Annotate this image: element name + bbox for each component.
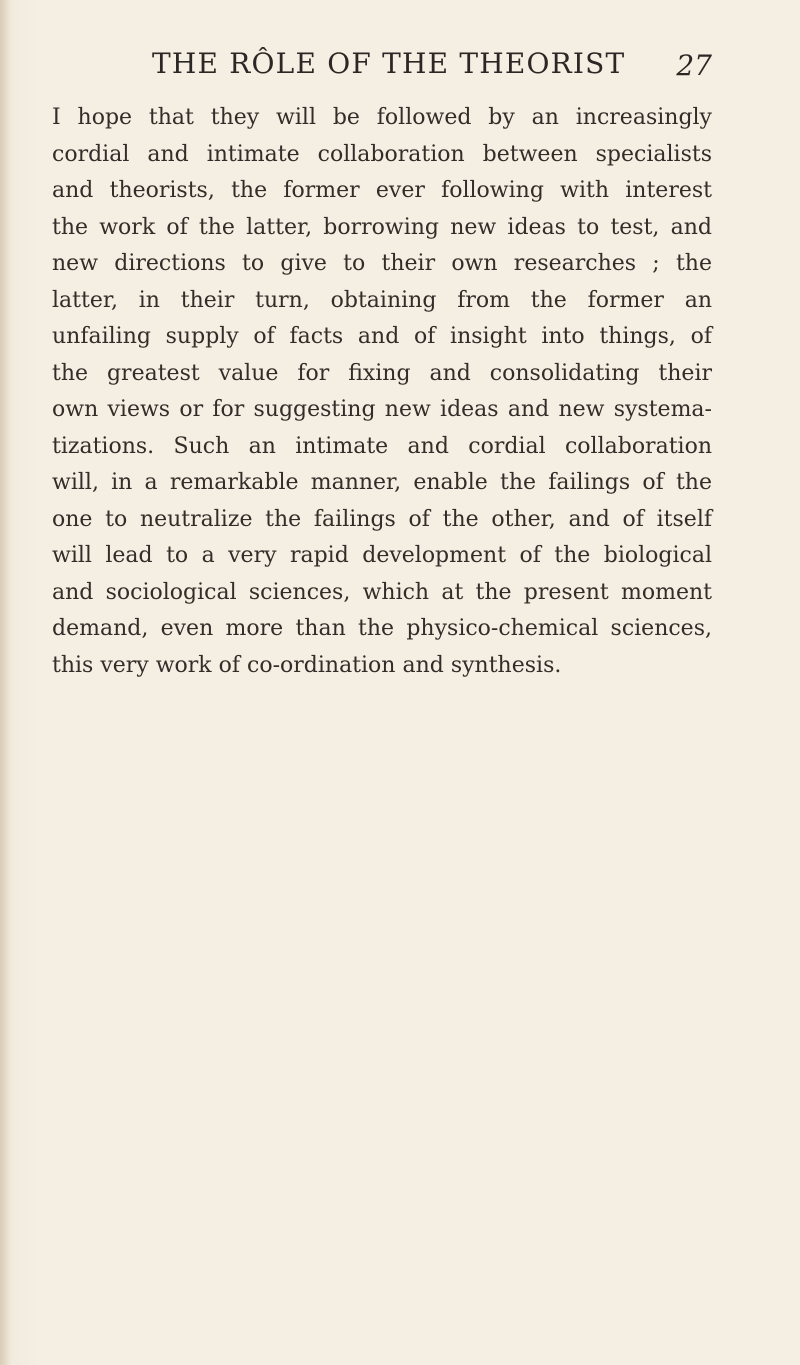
text-line: the greatest value for fixing and consolidating their xyxy=(52,360,712,386)
page-gutter-shadow xyxy=(0,0,10,1365)
running-head xyxy=(52,47,712,87)
text-line: demand, even more than the physico-chemical sciences, xyxy=(52,616,712,641)
text-line: I hope that they will be followed by an increasingly xyxy=(52,105,712,130)
page-number: 27 xyxy=(676,49,712,82)
text-line: tizations. Such an intimate and cordial collaboration xyxy=(52,433,712,459)
body-paragraph xyxy=(52,100,712,684)
text-line: the work of the latter, borrowing new ideas to test, and xyxy=(52,214,712,240)
text-line: own views or for suggesting new ideas and new systema- xyxy=(52,397,712,422)
text-line: and theorists, the former ever following with interest xyxy=(52,178,712,203)
text-line: this very work of co-ordination and synthesis. xyxy=(52,652,562,678)
text-line: unfailing supply of facts and of insight into things, of xyxy=(52,324,712,349)
text-line: and sociological sciences, which at the present moment xyxy=(52,579,712,605)
text-line: new directions to give to their own researches ; the xyxy=(52,251,712,276)
running-title: THE RÔLE OF THE THEORIST xyxy=(152,47,626,80)
text-line: cordial and intimate collaboration between specialists xyxy=(52,141,712,167)
text-line: one to neutralize the failings of the other, and of itself xyxy=(52,506,712,532)
text-line: will, in a remarkable manner, enable the failings of the xyxy=(52,470,712,495)
text-line: latter, in their turn, obtaining from the former an xyxy=(52,287,712,313)
text-line: will lead to a very rapid development of the biological xyxy=(52,543,712,568)
